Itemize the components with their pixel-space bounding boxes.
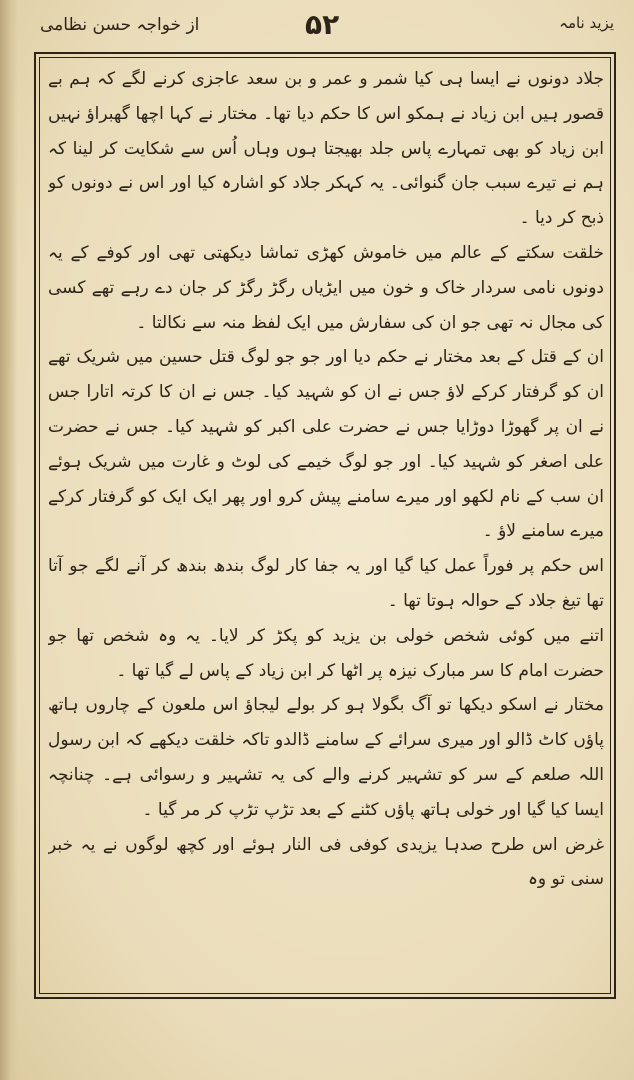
page-binding-edge [0,0,18,1080]
paragraph: اتنے میں کوئی شخص خولی بن یزید کو پکڑ کر لایا۔ یہ وہ شخص تھا جو حضرت امام کا سر مبارک نیزہ پر اٹھا کر ابن زیاد کے پاس لے گیا تھا ۔ [48,625,604,681]
running-title: یزید نامہ [559,14,614,32]
paragraph: مختار نے اسکو دیکھا تو آگ بگولا ہو کر بولے لیجاؤ اس ملعون کے چاروں ہاتھ پاؤں کاٹ ڈالو اور میری سرائے کے سامنے ڈالدو تاکہ خلقت دیکھے کہ ابن رسول اللہ صلعم کے سر کو تشہیر کرنے والے کی یہ تشہیر و رسوائی ہے۔ چنانچہ ایسا کیا گیا اور خولی ہاتھ پاؤں کٹنے کے بعد تڑپ تڑپ کر مر گیا ۔ [48,695,604,820]
page-header [40,8,614,48]
page-number: ۵۲ [305,8,340,41]
paragraph: غرض اس طرح صدہا یزیدی کوفی فی النار ہوئے اور کچھ لوگوں نے یہ خبر سنی تو وہ [48,834,604,890]
paragraph: اس حکم پر فوراً عمل کیا گیا اور یہ جفا کار لوگ بندھ بندھ کر آنے لگے جو آتا تھا تیغ جلاد کے حوالہ ہوتا تھا ۔ [48,556,604,611]
author-title: از خواجہ حسن نظامی [40,15,200,35]
page-body-text [48,62,604,992]
paragraph: ان کے قتل کے بعد مختار نے حکم دیا اور جو جو لوگ قتل حسین میں شریک تھے ان کو گرفتار کرکے لاؤ جس نے ان کو شہید کیا۔ جس نے ان کا کرتہ اتارا جس نے ان پر گھوڑا دوڑایا جس نے حضرت علی اکبر کو شہید کیا۔ جس نے حضرت علی اصغر کو شہید کیا۔ اور جو لوگ خیمے کی لوٹ و غارت میں شریک ہوئے ان سب کے نام لکھو اور میرے سامنے پیش کرو اور پھر ایک ایک کو گرفتار کرکے میرے سامنے لاؤ ۔ [48,347,604,542]
paragraph: خلقت سکتے کے عالم میں خاموش کھڑی تماشا دیکھتی تھی اور کوفے کے یہ دونوں نامی سردار خاک و خون میں ایڑیاں رگڑ رگڑ کر جان دے رہے تھے کسی کی مجال نہ تھی جو ان کی سفارش میں ایک لفظ منہ سے نکالتا ۔ [48,242,604,333]
paragraph: جلاد دونوں نے ایسا ہی کیا شمر و عمر و بن سعد عاجزی کرنے لگے کہ ہم بے قصور ہیں ابن زیاد نے ہمکو اس کا حکم دیا تھا۔ مختار نے کہا اچھا گھبراؤ نہیں ابن زیاد کو بھی تمہارے پاس جلد بھیجتا ہوں وہاں اُس سے شکایت کر لینا کہ ہم نے تیرے سبب جان گنوائی۔ یہ کہکر جلاد کو اشارہ کیا اور اس نے دونوں کو ذبح کر دیا ۔ [48,69,604,229]
